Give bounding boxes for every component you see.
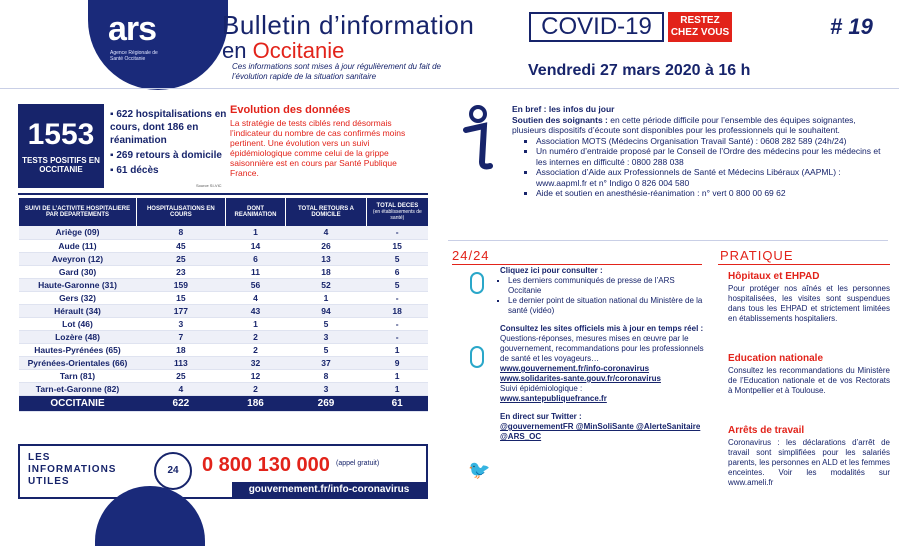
table-cell: 12 (225, 369, 286, 382)
table-cell: 15 (366, 239, 428, 252)
table-cell: Lozère (48) (19, 330, 137, 343)
table-cell: 25 (137, 369, 226, 382)
list-item[interactable]: ▪ Association d’Aide aux Professionnels de Santé et Médecins Libéraux (AAPML) : www.aapml.fr et n° Indigo 0 826 004 580 (536, 167, 890, 188)
table-cell: 5 (286, 343, 366, 356)
bullet-hospitalisations: ▪ 622 hospitalisations en cours, dont 186 en réanimation (110, 109, 227, 146)
table-cell: 3 (286, 382, 366, 395)
table-cell: 23 (137, 265, 226, 278)
col-hosp: HOSPITALISATIONS EN COURS (137, 198, 226, 226)
restez-line2: CHEZ VOUS (670, 27, 730, 38)
table-cell: Aude (11) (19, 239, 137, 252)
table-cell: 45 (137, 239, 226, 252)
hotline-free-note: (appel gratuit) (336, 460, 380, 467)
table-row (19, 226, 429, 239)
table-cell: 8 (286, 369, 366, 382)
table-cell: Haute-Garonne (31) (19, 278, 137, 291)
table-cell: - (366, 317, 428, 330)
ars-logo: ars (108, 10, 157, 48)
col-rea: DONT REANIMATION (225, 198, 286, 226)
table-cell: 52 (286, 278, 366, 291)
table-cell: 269 (286, 395, 366, 411)
list-item: ▪ Aide et soutien en anesthésie-réanimation : n° vert 0 800 00 69 62 (536, 188, 890, 199)
issue-number: # 19 (830, 14, 873, 39)
table-header-row (19, 198, 429, 226)
useful-info-label: LES INFORMATIONS UTILES (28, 452, 117, 487)
table-cell: 18 (366, 304, 428, 317)
table-cell: - (366, 330, 428, 343)
table-row (19, 291, 429, 304)
table-cell: 113 (137, 356, 226, 369)
table-cell: 18 (137, 343, 226, 356)
col-dept: SUIVI DE L’ACTIVITE HOSPITALIERE PAR DEPARTEMENTS (19, 198, 137, 226)
table-cell: 7 (137, 330, 226, 343)
bullet-retours: ▪ 269 retours à domicile (110, 150, 222, 161)
table-cell: Ariège (09) (19, 226, 137, 239)
table-row (19, 252, 429, 265)
table-row (19, 343, 429, 356)
positive-tests-count: 1553 (27, 118, 95, 151)
sites-text: Questions-réponses, mesures mises en œuvre par le gouvernement, recommandations pour les professionnels de santé et les voyageurs… (500, 334, 704, 363)
table-cell: 25 (137, 252, 226, 265)
table-cell: 159 (137, 278, 226, 291)
table-row (19, 382, 429, 395)
title-en: en (222, 38, 247, 63)
table-cell: Hérault (34) (19, 304, 137, 317)
table-cell: 14 (225, 239, 286, 252)
table-cell: Pyrénées-Orientales (66) (19, 356, 137, 369)
table-cell: 18 (286, 265, 366, 278)
pratique-arrets: Arrêts de travail Coronavirus : les déclarations d’arrêt de travail sont simplifiées pour les salariés parents, les personnes en ALD et les femmes enceintes. Voir les modalités sur www.ameli.fr (728, 425, 890, 487)
en-bref-section (512, 104, 890, 199)
phone-24h-icon: 24 (154, 452, 192, 490)
bulletin-title: Bulletin d’information (222, 10, 475, 40)
table-row (19, 369, 429, 382)
table-cell: Tarn (81) (19, 369, 137, 382)
suivi-label: Suivi épidémiologique : (500, 384, 583, 393)
table-row (19, 356, 429, 369)
h24-heading: 24/24 (452, 248, 490, 263)
table-cell: 5 (366, 278, 428, 291)
table-cell: 6 (366, 265, 428, 278)
table-cell: 37 (286, 356, 366, 369)
table-cell: Tarn-et-Garonne (82) (19, 382, 137, 395)
table-cell: 186 (225, 395, 286, 411)
table-cell: 13 (286, 252, 366, 265)
positive-tests-box (18, 104, 104, 188)
bulletin-date: Vendredi 27 mars 2020 à 16 h (528, 62, 751, 79)
table-cell: 56 (225, 278, 286, 291)
table-cell: Gard (30) (19, 265, 137, 278)
table-cell: Gers (32) (19, 291, 137, 304)
table-cell: 1 (366, 382, 428, 395)
click-title: Cliquez ici pour consulter : (500, 266, 603, 275)
table-cell: OCCITANIE (19, 395, 137, 411)
col-deces: TOTAL DECES (en établissements de santé) (366, 198, 428, 226)
positive-tests-label: TESTS POSITIFS EN OCCITANIE (22, 156, 100, 174)
col-retours: TOTAL RETOURS A DOMICILE (286, 198, 366, 226)
table-cell: 1 (366, 369, 428, 382)
table-cell: 3 (137, 317, 226, 330)
spf-site-link[interactable]: www.santepubliquefrance.fr (500, 394, 607, 403)
table-cell: 43 (225, 304, 286, 317)
table-cell: 32 (225, 356, 286, 369)
table-cell: 9 (366, 356, 428, 369)
table-cell: 4 (225, 291, 286, 304)
evolution-box (230, 104, 426, 190)
table-cell: 8 (137, 226, 226, 239)
info-i-icon (452, 104, 502, 174)
list-item: ▪ Un numéro d’entraide proposé par le Conseil de l’Ordre des médecins pour les médecins et les internes en difficulté : 0800 288 038 (536, 146, 890, 167)
stats-source: Source SI-VIC (196, 183, 222, 188)
table-cell: - (366, 291, 428, 304)
table-cell: 177 (137, 304, 226, 317)
table-cell: 1 (225, 226, 286, 239)
table-cell: 2 (225, 382, 286, 395)
hospital-activity-table (18, 198, 428, 412)
table-cell: 622 (137, 395, 226, 411)
table-cell: 5 (366, 252, 428, 265)
table-cell: 15 (137, 291, 226, 304)
table-cell: 1 (366, 343, 428, 356)
useful-info-box (18, 444, 428, 499)
stats-divider (18, 193, 428, 195)
table-row (19, 330, 429, 343)
soutien-list (526, 136, 890, 199)
pratique-heading: PRATIQUE (720, 248, 794, 263)
logo-subtitle: Agence Régionale de Santé Occitanie (110, 50, 158, 62)
pratique-ehpad: Hôpitaux et EHPAD Pour protéger nos aînés et les personnes hospitalisées, les visites sont suspendues dans tous les EHPAD et strictement limitées en établissements hospitaliers. (728, 271, 890, 323)
table-row (19, 239, 429, 252)
restez-chez-vous-badge (668, 12, 732, 42)
table-row (19, 304, 429, 317)
right-divider (448, 240, 888, 241)
table-cell: Lot (46) (19, 317, 137, 330)
covid-label: COVID-19 (529, 12, 664, 42)
hotline-number[interactable]: 0 800 130 000 (202, 454, 330, 476)
table-row (19, 278, 429, 291)
table-cell: - (366, 226, 428, 239)
mouse-icon (470, 272, 484, 294)
table-cell: 2 (225, 343, 286, 356)
twitter-title: En direct sur Twitter : (500, 412, 582, 421)
table-cell: 6 (225, 252, 286, 265)
soutien-paragraph: Soutien des soignants : en cette période difficile pour l’ensemble des équipes soignantes, plusieurs dispositifs d’écoute sont disponibles pour les professionnels qui le souhaitent. (512, 114, 856, 135)
gov-site-link[interactable]: www.gouvernement.fr/info-coronavirus (500, 364, 650, 373)
list-item: ▪ Association MOTS (Médecins Organisation Travail Santé) : 0608 282 589 (24h/24) (536, 136, 890, 147)
bullet-deces: ▪ 61 décès (110, 165, 159, 176)
h24-underline (452, 264, 702, 265)
table-cell: 1 (286, 291, 366, 304)
press-release-link[interactable]: ▪ Les derniers communiqués de presse de l’ARS Occitanie (508, 276, 705, 296)
table-cell: 3 (286, 330, 366, 343)
table-row (19, 317, 429, 330)
national-situation-link[interactable]: ▪ Le dernier point de situation national du Ministère de la santé (vidéo) (508, 296, 705, 316)
bulletin-subtitle: Ces informations sont mises à jour régulièrement du fait de l’évolution rapide de la situation sanitaire (232, 62, 441, 81)
table-cell: 5 (286, 317, 366, 330)
title-region: Occitanie (252, 38, 345, 63)
table-total-row (19, 395, 429, 411)
h24-content (500, 266, 705, 450)
table-cell: 2 (225, 330, 286, 343)
stats-bullets (110, 108, 228, 179)
pratique-underline (718, 264, 890, 265)
header-divider (0, 88, 899, 89)
table-cell: 1 (225, 317, 286, 330)
twitter-handles[interactable]: @gouvernementFR @MinSoliSante @AlerteSanitaire @ARS_OC (500, 422, 701, 441)
solidarites-site-link[interactable]: www.solidarites-sante.gouv.fr/coronavirus (500, 374, 661, 383)
table-cell: 11 (225, 265, 286, 278)
table-cell: 94 (286, 304, 366, 317)
sites-title: Consultez les sites officiels mis à jour en temps réel : (500, 324, 704, 333)
mouse-icon (470, 346, 484, 368)
table-row (19, 265, 429, 278)
en-bref-title: En bref : les infos du jour (512, 104, 615, 114)
region-title (222, 38, 344, 64)
table-cell: Hautes-Pyrénées (65) (19, 343, 137, 356)
gov-info-link[interactable]: gouvernement.fr/info-coronavirus (232, 482, 426, 497)
table-cell: 26 (286, 239, 366, 252)
evolution-text: La stratégie de tests ciblés rend désormais l’indicateur du nombre de cas confirmés moins pertinent. Une évolution vers un suivi épidémiologique comme celui de la grippe saisonnière est en cours par Santé Publique France. (230, 118, 406, 178)
twitter-bird-icon: 🐦 (468, 460, 491, 480)
table-cell: 4 (137, 382, 226, 395)
pratique-education: Education nationale Consultez les recommandations du Ministère de l’Education nationale et de vos Rectorats à Montpellier et à Toulouse. (728, 353, 890, 395)
table-cell: 61 (366, 395, 428, 411)
evolution-title: Evolution des données (230, 104, 351, 116)
table-cell: Aveyron (12) (19, 252, 137, 265)
table-cell: 4 (286, 226, 366, 239)
restez-line1: RESTEZ (680, 15, 720, 26)
